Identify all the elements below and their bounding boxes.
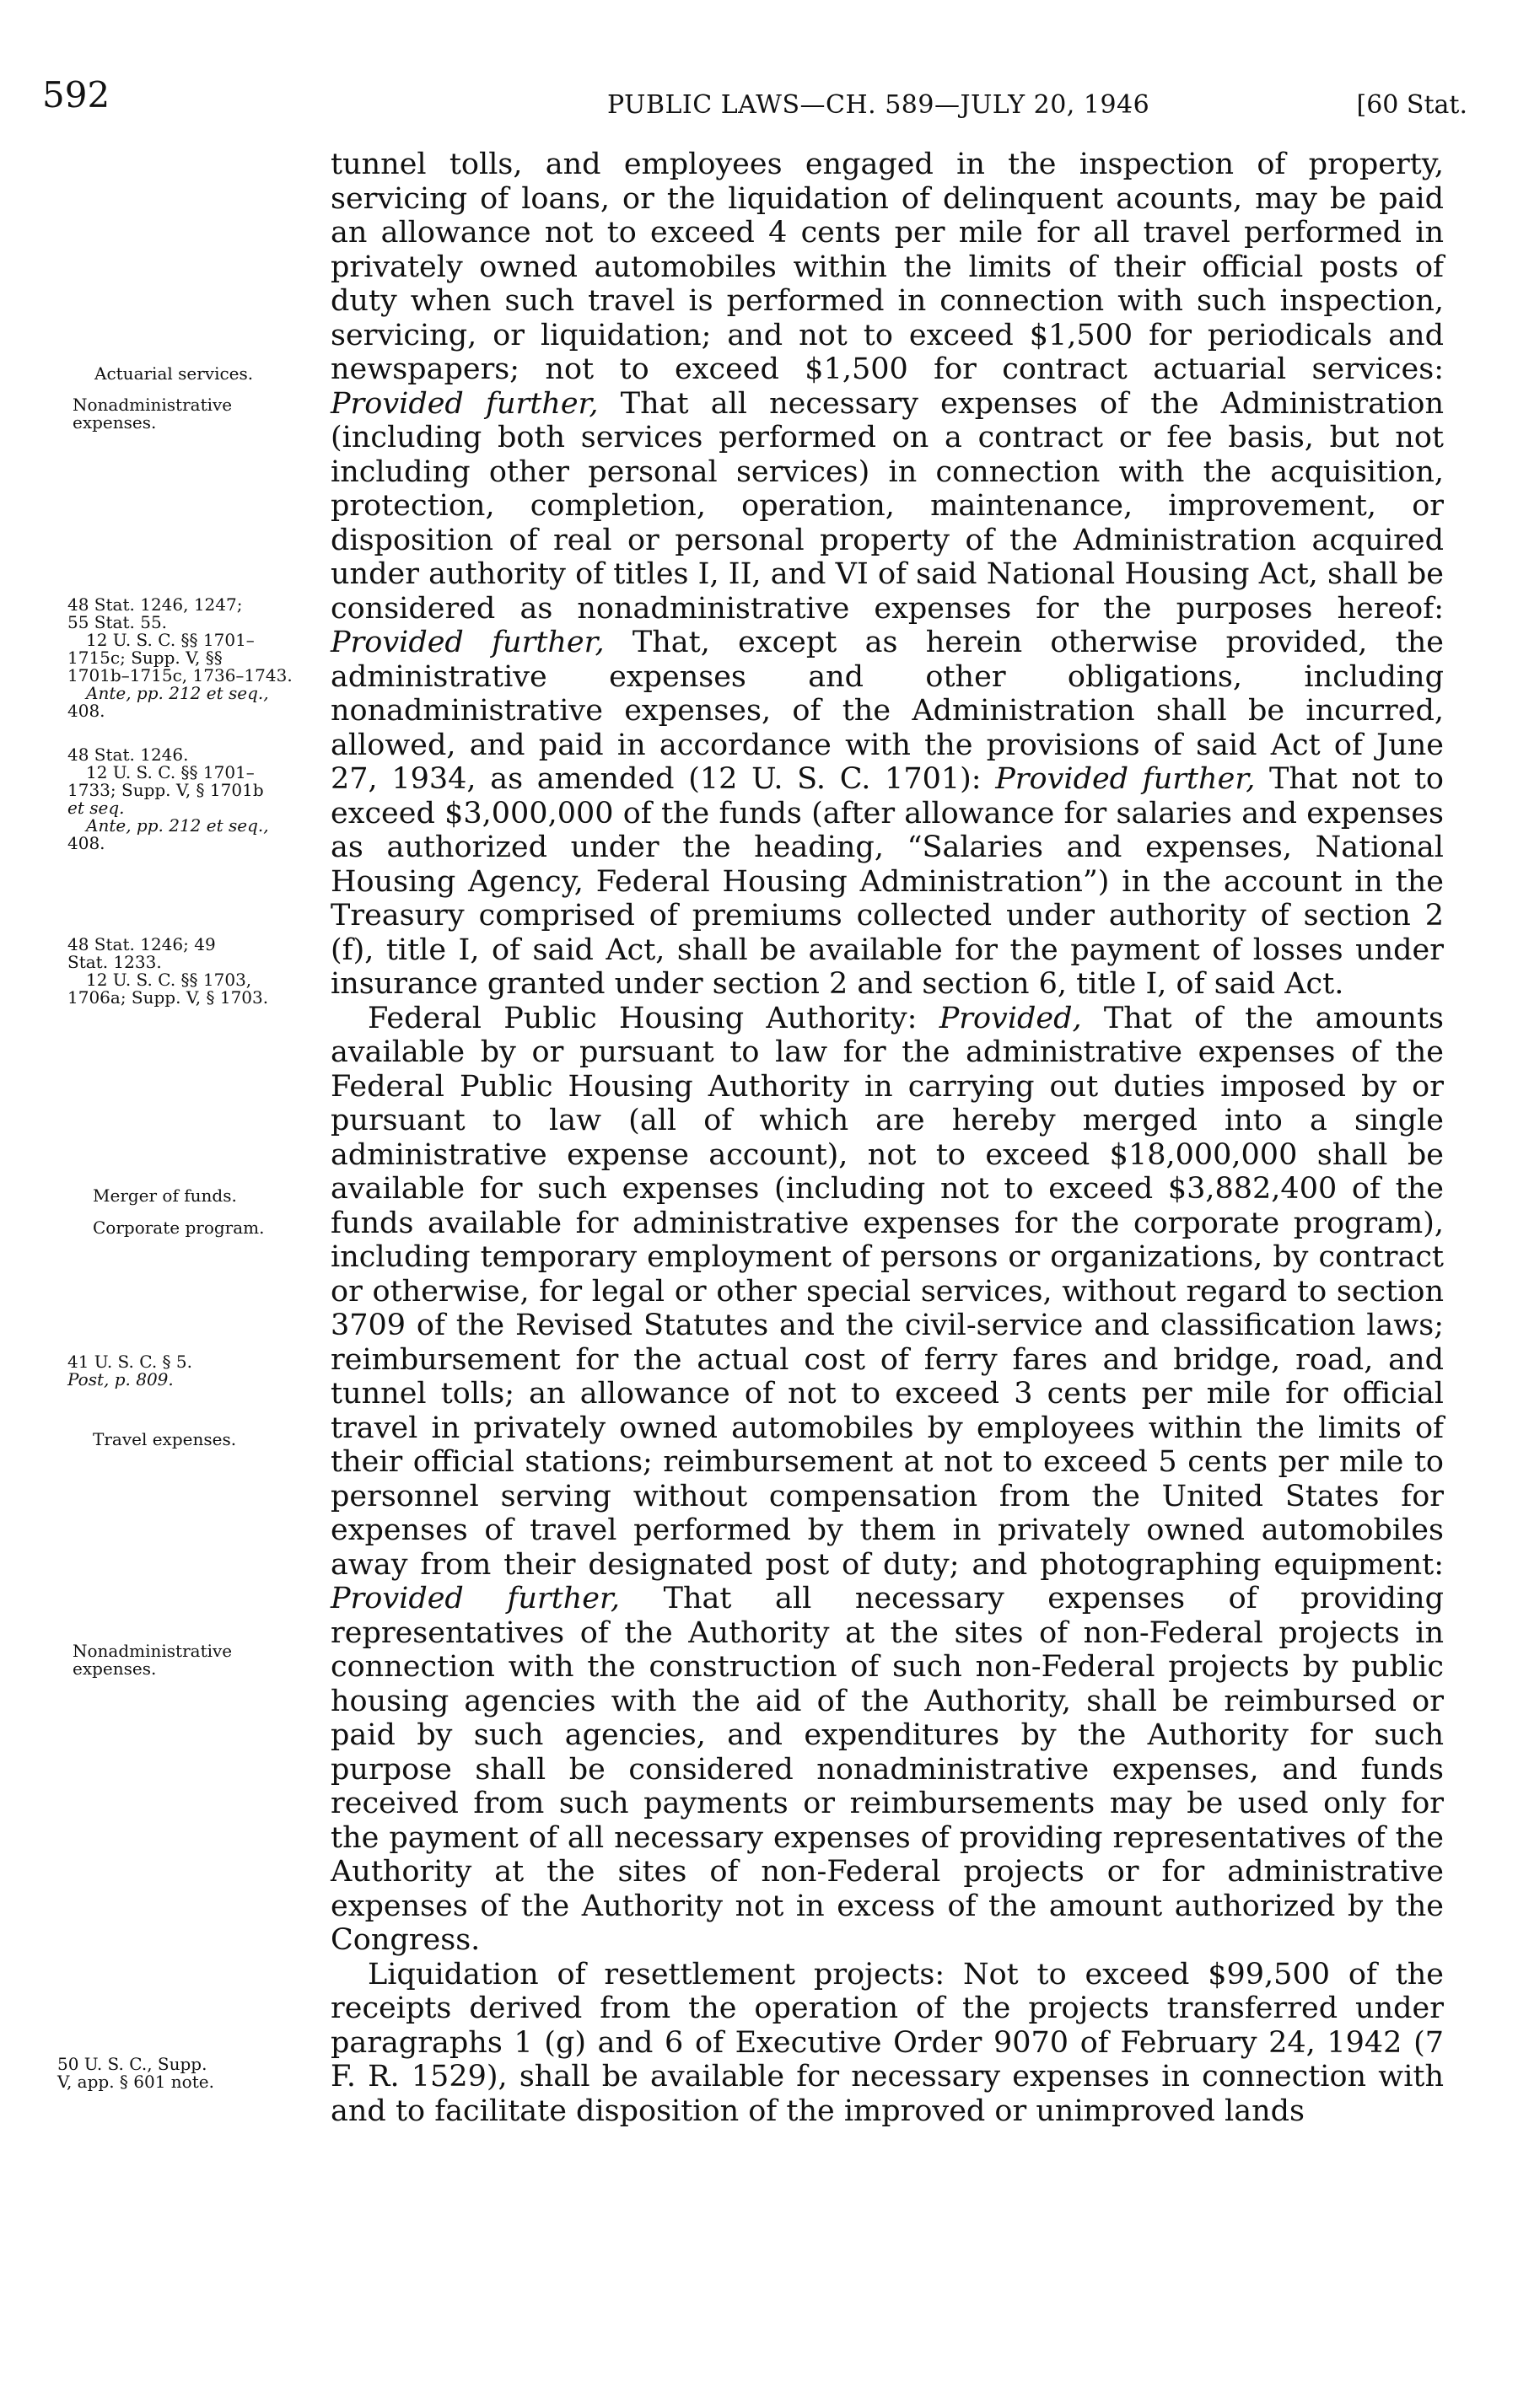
margin-note: Nonadministrative expenses. (73, 395, 233, 433)
running-head: PUBLIC LAWS—CH. 589—JULY 20, 1946 (607, 90, 1150, 120)
margin-note: Travel expenses. (93, 1429, 237, 1449)
body-paragraph (331, 1958, 1444, 2129)
body-text-run: That not to exceed $3,000,000 of the funds (after allowance for salaries and expenses as authorized under the heading, “Salaries and expenses, National Housing Agency, Federal Housing Administration”) in the account in the Treasury comprised of premiums collected under authority of section 2 (f), title I, of said Act, shall be available for the payment of losses under insurance granted under section 2 and section 6, title I, of said Act. (331, 762, 1444, 1001)
proviso-text: Provided further, (331, 1582, 620, 1615)
volume-reference: [60 Stat. (1356, 90, 1467, 120)
margin-note: 48 Stat. 1246. 12 U. S. C. §§ 1701– 1733; Supp. V, § 1701b et seq. Ante, pp. 212 et seq., 408. (67, 744, 269, 853)
body-text-run: That, except as herein otherwise provided, the administrative expenses and other obligations, including nonadministrative expenses, of the Administration shall be incurred, allowed, and paid in accordance with the provisions of said Act of June 27, 1934, as amended (12 U. S. C. 1701): (331, 626, 1444, 796)
margin-note: Nonadministrative expenses. (73, 1641, 233, 1679)
margin-note: 41 U. S. C. § 5. Post, p. 809. (67, 1352, 192, 1389)
body-paragraph (331, 148, 1444, 1002)
proviso-text: Provided further, (995, 762, 1256, 796)
margin-note: 48 Stat. 1246, 1247; 55 Stat. 55. 12 U. S. C. §§ 1701– 1715c; Supp. V, §§ 1701b–1715c, 1736–1743. Ante, pp. 212 et seq., 408. (67, 594, 293, 721)
body-paragraph (331, 1002, 1444, 1958)
body-text-run: That all necessary expenses of the Administration (including both services performed on a contract or fee basis, but not including other personal services) in connection with the acquisition, protection, completion, operation, maintenance, improvement, or disposition of real or personal property of the Administration acquired under authority of titles I, II, and VI of said National Housing Act, shall be considered as nonadministrative expenses for the purposes hereof: (331, 386, 1444, 626)
margin-note: Merger of funds. (93, 1185, 237, 1206)
margin-note: Corporate program. (93, 1217, 265, 1238)
margin-note: 48 Stat. 1246; 49 Stat. 1233. 12 U. S. C. §§ 1703, 1706a; Supp. V, § 1703. (67, 934, 269, 1008)
proviso-text: Provided further, (331, 386, 599, 421)
statute-body-text (331, 148, 1444, 2128)
body-text-run: tunnel tolls, and employees engaged in the inspection of property, servicing of loans, or the liquidation of delinquent acounts, may be paid an allowance not to exceed 4 cents per mile for all travel performed in privately owned automobiles within the limits of their official posts of duty when such travel is performed in connection with such inspection, servicing, or liquidation; and not to exceed $1,500 for periodicals and newspapers; not to exceed $1,500 for contract actuarial services: (331, 148, 1444, 386)
margin-notes (0, 0, 320, 2408)
proviso-text: Provided further, (331, 626, 605, 659)
page-number: 592 (42, 74, 110, 116)
body-text-run: Federal Public Housing Authority: (368, 1001, 939, 1035)
body-text-run: Liquidation of resettlement projects: Not to exceed $99,500 of the receipts derived from the operation of the projects transferred under paragraphs 1 (g) and 6 of Executive Order 9070 of February 24, 1942 (7 F. R. 1529), shall be available for necessary expenses in connection with and to facilitate disposition of the improved or unimproved lands (331, 1957, 1444, 2128)
body-text-run: That all necessary expenses of providing representatives of the Authority at the sites of non-Federal projects in connection with the construction of such non-Federal projects by public housing agencies with the aid of the Authority, shall be reimbursed or paid by such agencies, and expenditures by the Authority for such purpose shall be considered nonadministrative expenses, and funds received from such payments or reimbursements may be used only for the payment of all necessary expenses of providing representatives of the Authority at the sites of non-Federal projects or for administrative expenses of the Authority not in excess of the amount authorized by the Congress. (331, 1582, 1444, 1957)
proviso-text: Provided, (939, 1001, 1082, 1035)
margin-note: 50 U. S. C., Supp. V, app. § 601 note. (57, 2054, 214, 2092)
body-text-run: That of the amounts available by or pursuant to law for the administrative expenses of the Federal Public Housing Authority in carrying out duties imposed by or pursuant to law (all of which are hereby merged into a single administrative expense account), not to exceed $18,000,000 shall be available for such expenses (including not to exceed $3,882,400 of the funds available for administrative expenses for the corporate program), including temporary employment of persons or organizations, by contract or otherwise, for legal or other special services, without regard to section 3709 of the Revised Statutes and the civil-service and classification laws; reimbursement for the actual cost of ferry fares and bridge, road, and tunnel tolls; an allowance of not to exceed 3 cents per mile for official travel in privately owned automobiles by employees within the limits of their official stations; reimbursement at not to exceed 5 cents per mile to personnel serving without compensation from the United States for expenses of travel performed by them in privately owned automobiles away from their designated post of duty; and photographing equipment: (331, 1001, 1444, 1582)
margin-note: Actuarial services. (94, 363, 254, 384)
